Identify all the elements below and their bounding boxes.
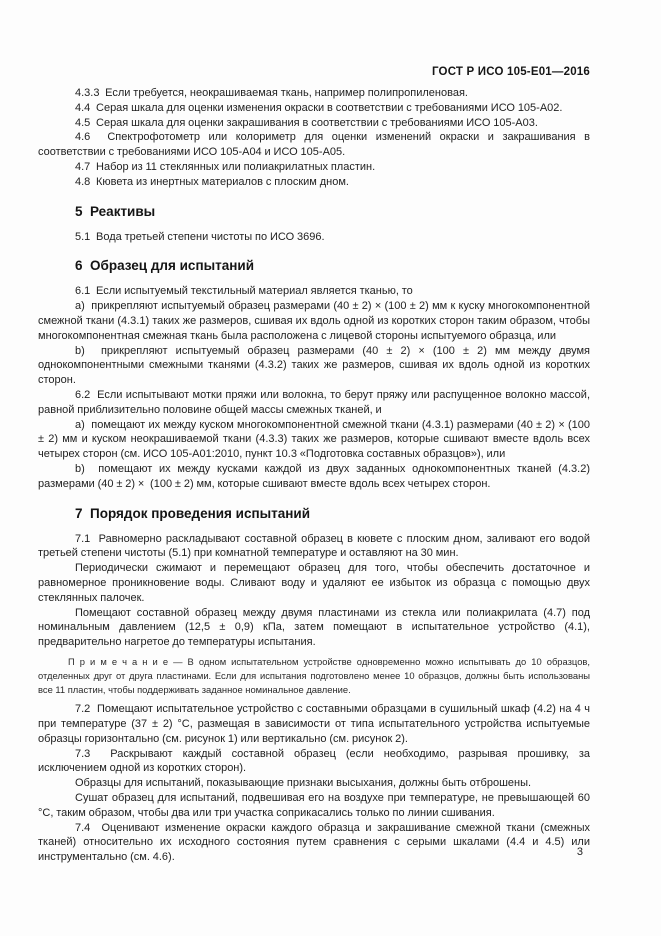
clause-7-3-para-2: Образцы для испытаний, показывающие признаки высыхания, должны быть отброшены. (75, 777, 532, 790)
clause-6-2: 6.2 Если испытывают мотки пряжи или волокна, то берут пряжу или распущенное волокно массой, равной приблизительно половине общей массы смежных тканей, и (38, 388, 590, 416)
clause-6-1-item-a: а) прикрепляют испытуемый образец размерами (40 ± 2) × (100 ± 2) мм к куску многокомпонентной смежной ткани (4.3.1) таких же размеров, сшивая их вдоль одной из коротких сторон таким образом, чтобы многокомпонентная смежная ткань была расположена с лицевой стороны испытуемого образца, или (38, 300, 590, 342)
document-body (38, 86, 590, 865)
note-block: П р и м е ч а н и е — В одном испытательном устройстве одновременно можно испытывать до 10 образцов, отделенных друг от друга пластинами. Если для испытания подготовлено менее 10 образцов, должны быть использованы все 11 пластин, чтобы поддерживать заданное номинальное давление. (38, 655, 590, 695)
clause-6-2-item-b: b) помещают их между кусками каждой из двух заданных однокомпонентных тканей (4.3.2) размерами (40 ± 2) × (100 ± 2) мм, которые сшивают вместе вдоль всех четырех сторон. (38, 462, 590, 490)
clause-4-3-3: 4.3.3 Если требуется, неокрашиваемая ткань, например полипропиленовая. (75, 87, 468, 99)
clause-4-8: 4.8 Кювета из инертных материалов с плоским дном. (75, 175, 349, 188)
clause-7-2: 7.2 Помещают испытательное устройство с составными образцами в сушильный шкаф (4.2) на 4 ч при температуре (37 ± 2) °С, размещая в зависимости от типа испытательного устройства испытуемые образцы горизонтально (см. рисунок 1) или вертикально (см. рисунок 2). (38, 703, 590, 745)
clause-7-4: 7.4 Оценивают изменение окраски каждого образца и закрашивание смежной ткани (смежных тканей) относительно их исходного состояния путем сравнения с серыми шкалами (4.4 и 4.5) или инструментально (см. 4.6). (38, 821, 590, 864)
section-7-heading: 7 Порядок проведения испытаний (75, 505, 311, 521)
clause-4-5: 4.5 Серая шкала для оценки закрашивания в соответствии с требованиями ИСО 105-А03. (75, 116, 538, 129)
clause-6-1-item-b: b) прикрепляют испытуемый образец размерами (40 ± 2) × (100 ± 2) мм между двумя однокомпонентными смежными тканями (4.3.2) таких же размеров, сшивая их вдоль одной из коротких сторон. (38, 344, 590, 387)
section-6-heading: 6 Образец для испытаний (75, 258, 254, 274)
clause-4-4: 4.4 Серая шкала для оценки изменения окраски в соответствии с требованиями ИСО 105-А02. (75, 101, 563, 114)
clause-7-1-para-2: Периодически сжимают и перемещают образец для того, чтобы обеспечить достаточное и равномерное проникновение воды. Сливают воду и удаляют ее избыток из образца с помощью двух стеклянных палочек. (38, 562, 590, 604)
clause-4-6: 4.6 Спектрофотометр или колориметр для оценки изменений окраски и закрашивания в соответствии с требованиями ИСО 105-А04 и ИСО 105-А05. (38, 131, 590, 159)
clause-6-2-item-a: а) помещают их между куском многокомпонентной смежной ткани (4.3.1) размерами (40 ± 2) × (100 ± 2) мм и куском неокрашиваемой ткани (4.3.3) таких же размеров, которые сшивают вместе вдоль всех четырех сторон (см. ИСО 105-А01:2010, пункт 10.3 «Подготовка составных образцов»), или (38, 418, 590, 461)
section-5-heading: 5 Реактивы (75, 203, 156, 219)
clause-7-1-para-3: Помещают составной образец между двумя пластинами из стекла или полиакрилата (4.7) под номинальным давлением (12,5 ± 0,9) кПа, затем помещают в испытательное устройство (4.1), предварительно нагретое до температуры испытания. (38, 606, 590, 649)
page-number: 3 (576, 846, 583, 858)
clause-7-3-para-3: Сушат образец для испытаний, подвешивая его на воздухе при температуре, не превышающей 60 °С, таким образом, чтобы два или три участка соприкасались только по линии сшивания. (38, 792, 590, 819)
clause-5-1: 5.1 Вода третьей степени чистоты по ИСО 3696. (75, 230, 325, 243)
clause-7-3: 7.3 Раскрывают каждый составной образец (если необходимо, разрывая прошивку, за исключением одной из коротких сторон). (38, 747, 590, 775)
running-header: ГОСТ Р ИСО 105-Е01—2016 (431, 66, 590, 78)
clause-4-7: 4.7 Набор из 11 стеклянных или полиакрилатных пластин. (75, 160, 376, 173)
clause-7-1: 7.1 Равномерно раскладывают составной образец в кювете с плоским дном, заливают его водой третьей степени чистоты (5.1) при комнатной температуре и оставляют на 30 мин. (38, 532, 590, 560)
clause-6-1: 6.1 Если испытуемый текстильный материал является тканью, то (75, 285, 413, 298)
